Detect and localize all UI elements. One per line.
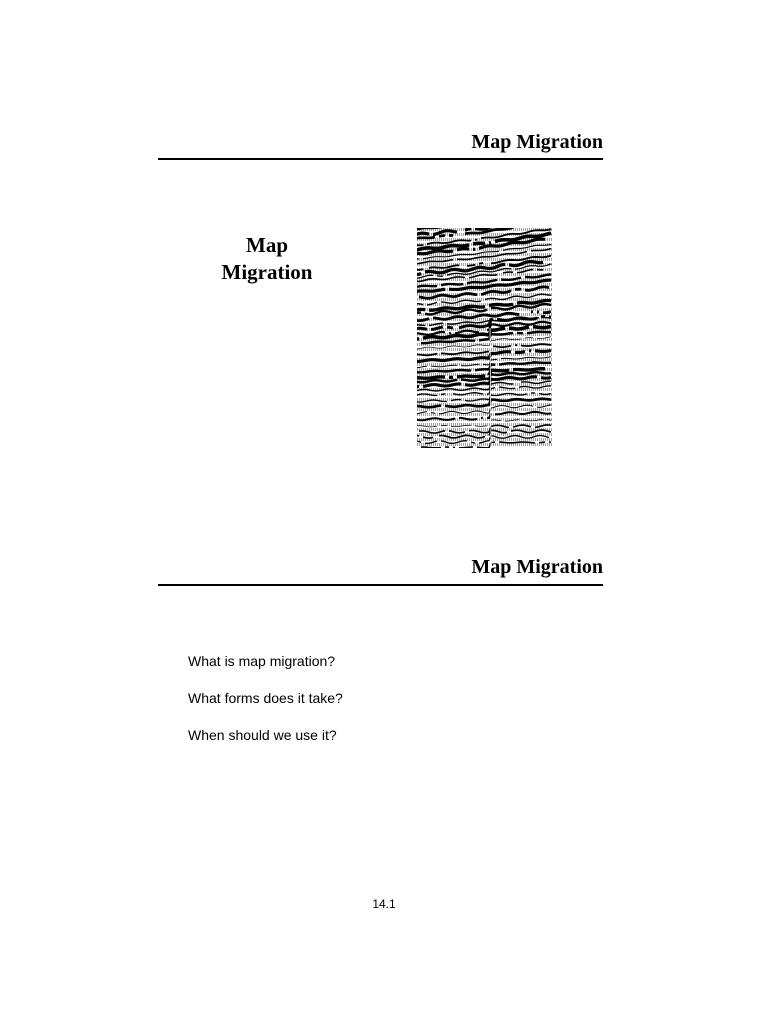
slide-1-header-title: Map Migration [471,131,603,153]
seismic-section-image [417,228,552,448]
question-item: What is map migration? [188,653,336,669]
slide-1-title-line-1: Map [246,233,288,257]
seismic-section-svg [417,228,552,448]
question-item: What forms does it take? [188,690,343,706]
slide-1-header-rule [158,158,603,160]
slide-1-title [187,232,347,286]
question-item: When should we use it? [188,727,337,743]
slide-2-question-list [188,652,588,763]
page-number: 14.1 [372,897,396,911]
slide-1-title-line-2: Migration [221,260,313,284]
slide-2-header-rule [158,584,603,586]
slide-2-header-title: Map Migration [471,556,603,578]
